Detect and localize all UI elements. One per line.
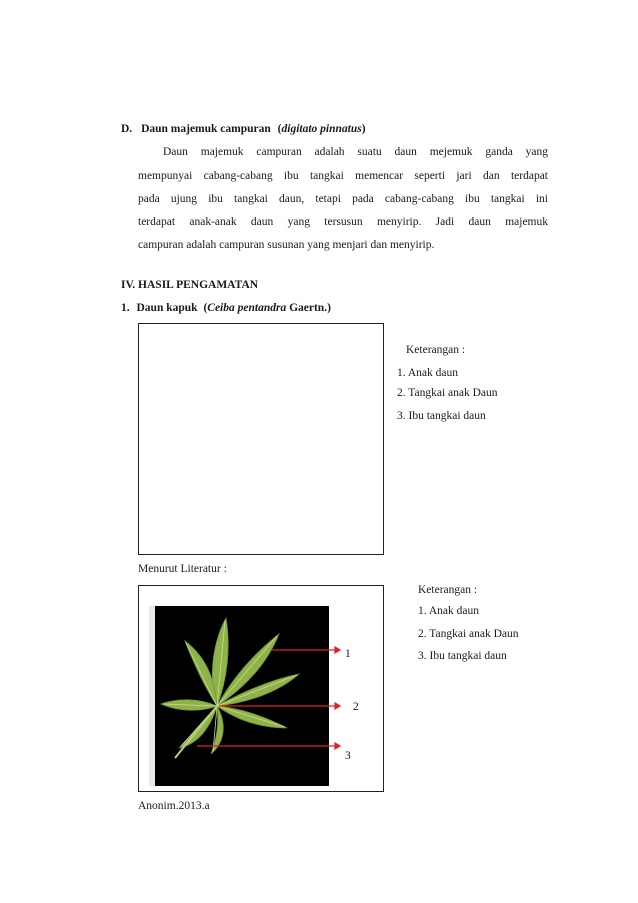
section-d-title: Daun majemuk campuran	[141, 123, 271, 135]
section-d-prefix: D.	[121, 123, 133, 135]
paragraph-line-4: terdapat anak-anak daun yang tersusun menyirip. Jadi daun majemuk	[138, 216, 548, 228]
paragraph-line-5: campuran adalah campuran susunan yang menjari dan menyirip.	[138, 239, 435, 251]
pointer-number-1: 1	[345, 648, 351, 660]
literature-photo-frame	[138, 585, 384, 792]
section-d-paren-close: )	[361, 123, 366, 135]
observation-legend-item-1: 1. Anak daun	[397, 367, 459, 379]
item-1-paren-open: (	[203, 302, 208, 314]
observation-legend-title: Keterangan :	[406, 344, 466, 356]
ruler-strip	[149, 606, 155, 786]
literature-legend-item-3: 3. Ibu tangkai daun	[418, 650, 507, 662]
pointer-number-2: 2	[353, 701, 359, 713]
pointer-number-3: 3	[345, 750, 351, 762]
section-iv-heading: IV. HASIL PENGAMATAN	[121, 279, 259, 291]
literature-legend-title: Keterangan :	[418, 584, 478, 596]
leaf-figure	[139, 586, 383, 791]
observation-legend-item-2: 2. Tangkai anak Daun	[397, 387, 498, 399]
literature-legend-item-2: 2. Tangkai anak Daun	[418, 628, 519, 640]
item-1-latin: Ceiba pentandra	[207, 302, 287, 314]
paragraph-line-3: pada ujung ibu tangkai daun, tetapi pada cabang-cabang ibu tangkai ini	[138, 193, 548, 205]
item-1-number: 1.	[121, 302, 130, 314]
item-1-title: Daun kapuk	[136, 302, 198, 314]
observation-legend-item-3: 3. Ibu tangkai daun	[397, 410, 486, 422]
section-d-paren-open: (	[277, 123, 282, 135]
literature-source: Anonim.2013.a	[138, 800, 210, 812]
section-d-heading	[121, 123, 366, 135]
paragraph-line-2: mempunyai cabang-cabang ibu tangkai memencar seperti jari dan terdapat	[138, 170, 548, 182]
item-1-heading	[121, 302, 331, 314]
item-1-author: Gaertn.)	[289, 302, 331, 314]
literature-label: Menurut Literatur :	[138, 563, 227, 575]
section-d-latin: digitato pinnatus	[281, 123, 362, 135]
literature-legend-item-1: 1. Anak daun	[418, 605, 480, 617]
observation-photo-frame	[138, 323, 384, 555]
paragraph-line-1: Daun majemuk campuran adalah suatu daun mejemuk ganda yang	[163, 146, 548, 158]
